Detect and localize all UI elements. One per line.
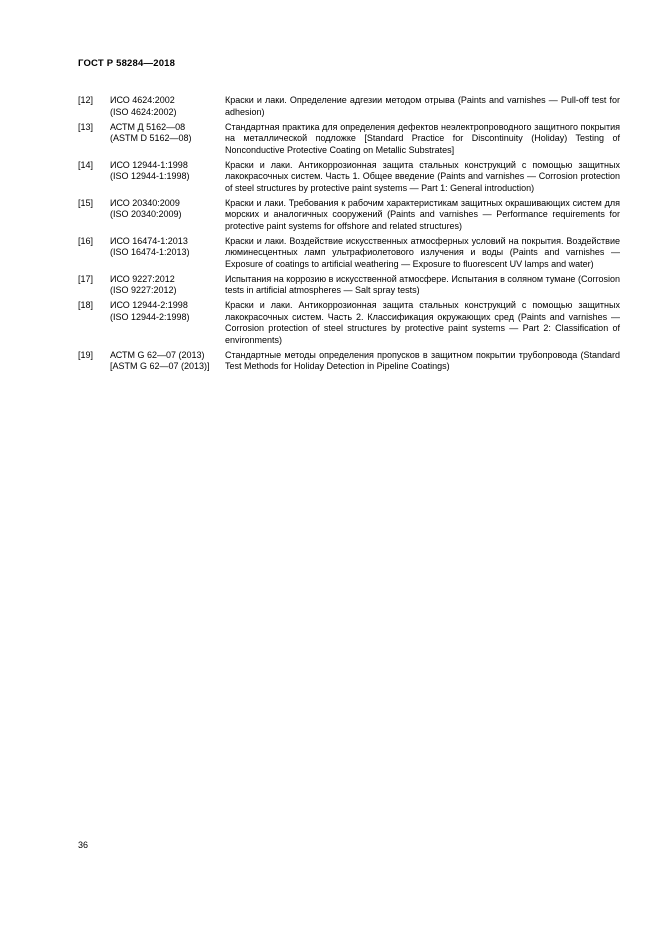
reference-number: [17] [78, 273, 94, 284]
reference-item [78, 300, 620, 346]
reference-description: Стандартные методы определения пропусков в защитном покрытии трубопровода (Standard Test Methods for Holiday Detection in Pipeline Coatings) [225, 349, 620, 371]
reference-item [78, 198, 620, 233]
reference-designation-intl: (ISO 20340:2009) [110, 209, 182, 219]
reference-item [78, 274, 620, 297]
reference-designation [110, 236, 225, 259]
reference-designation [110, 300, 225, 323]
document-header-title: ГОСТ Р 58284—2018 [78, 58, 176, 69]
reference-item [78, 95, 620, 118]
reference-description: Краски и лаки. Антикоррозионная защита стальных конструкций с помощью защитных лакокрасочных систем. Часть 1. Общее введение (Paints and varnishes — Corrosion protection of steel structures by protective paint systems — Part 1: General introduction) [225, 159, 620, 193]
reference-description: Краски и лаки. Антикоррозионная защита стальных конструкций с помощью защитных лакокрасочных систем. Часть 2. Классификация окружающих сред (Paints and varnishes — Corrosion protection of steel structures by protective paint systems — Part 2: Classification of environments) [225, 300, 620, 345]
reference-designation [110, 95, 225, 118]
reference-designation [110, 198, 225, 221]
reference-designation-intl: (ISO 9227:2012) [110, 285, 177, 295]
reference-item [78, 350, 620, 373]
reference-designation-intl: [ASTM G 62—07 (2013)] [110, 361, 210, 371]
reference-designation [110, 350, 225, 373]
reference-designation-ru: АСТМ G 62—07 (2013) [110, 349, 205, 360]
reference-description: Краски и лаки. Определение адгезии методом отрыва (Paints and varnishes — Pull-off test for adhesion) [225, 95, 620, 117]
reference-designation-ru: ИСО 4624:2002 [110, 95, 175, 105]
reference-designation-intl: (ISO 12944-2:1998) [110, 311, 190, 322]
reference-designation-intl: (ASTM D 5162—08) [110, 133, 192, 143]
reference-designation-ru: ИСО 20340:2009 [110, 197, 180, 208]
reference-number: [13] [78, 121, 94, 132]
reference-designation [110, 160, 225, 183]
page-number: 36 [78, 840, 89, 850]
reference-item [78, 122, 620, 157]
reference-designation-ru: ИСО 12944-2:1998 [110, 300, 188, 310]
reference-number: [18] [78, 300, 94, 310]
reference-item [78, 236, 620, 271]
references-list [78, 95, 620, 376]
reference-designation-intl: (ISO 12944-1:1998) [110, 171, 190, 181]
reference-number: [15] [78, 197, 94, 208]
reference-number: [14] [78, 159, 94, 170]
reference-designation-ru: ИСО 9227:2012 [110, 273, 175, 284]
reference-description: Испытания на коррозию в искусственной атмосфере. Испытания в соляном тумане (Corrosion tests in artificial atmospheres — Salt spray tests) [225, 273, 620, 295]
reference-designation-ru: ИСО 12944-1:1998 [110, 159, 188, 170]
reference-number: [16] [78, 235, 94, 246]
reference-item [78, 160, 620, 195]
reference-description: Краски и лаки. Воздействие искусственных атмосферных условий на покрытия. Воздействие люминесцентных ламп ультрафиолетового излучения и воды (Paints and varnishes — Exposure of coatings to artificial weathering — Exposure to fluorescent UV lamps and water) [225, 235, 620, 269]
reference-number: [19] [78, 349, 94, 360]
reference-designation [110, 122, 225, 145]
reference-number: [12] [78, 95, 94, 105]
reference-designation-ru: ИСО 16474-1:2013 [110, 235, 188, 246]
reference-designation-intl: (ISO 4624:2002) [110, 106, 177, 117]
reference-description: Стандартная практика для определения дефектов неэлектропроводного защитного покрытия на металлической подложке [Standard Practice for Discontinuity (Holiday) Testing of Nonconductive Protective Coating on Metallic Substrates] [225, 121, 620, 155]
reference-designation [110, 274, 225, 297]
reference-designation-intl: (ISO 16474-1:2013) [110, 247, 190, 257]
reference-description: Краски и лаки. Требования к рабочим характеристикам защитных окрашивающих систем для морских и аналогичных сооружений (Paints and varnishes — Performance requirements for protective paint systems for offshore and related structures) [225, 197, 620, 231]
reference-designation-ru: АСТМ Д 5162—08 [110, 121, 186, 132]
